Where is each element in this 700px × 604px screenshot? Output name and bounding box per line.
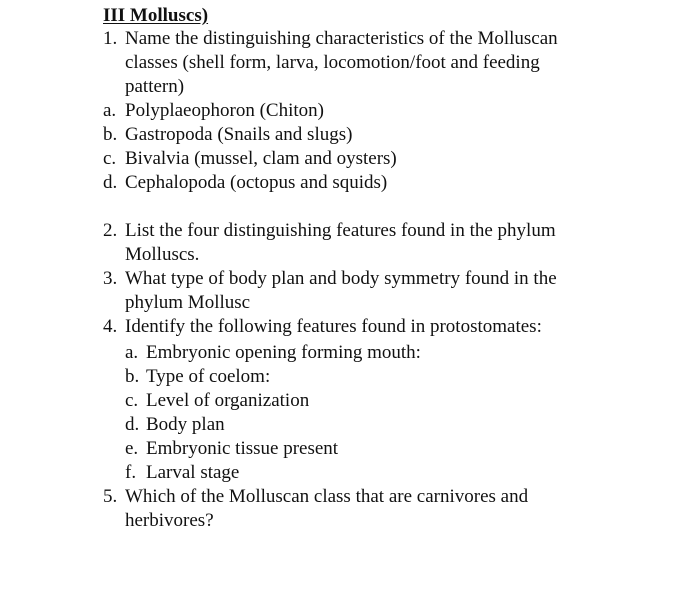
question-1-item: Bivalvia (mussel, clam and oysters)	[125, 148, 397, 169]
question-1-item-label: c.	[103, 148, 117, 169]
question-4-item-label: f.	[125, 462, 137, 483]
question-1-item: Cephalopoda (octopus and squids)	[125, 172, 388, 193]
question-5-text-line: Which of the Molluscan class that are carnivores and	[125, 486, 529, 507]
question-1-item-label: d.	[103, 172, 118, 193]
question-4-item: Embryonic opening forming mouth:	[146, 342, 421, 363]
question-5-text-line: herbivores?	[125, 510, 214, 531]
question-4-item-label: c.	[125, 390, 139, 411]
question-2-number: 2.	[103, 220, 118, 241]
question-1-text-line: classes (shell form, larva, locomotion/foot and feeding	[125, 52, 540, 73]
question-3-text-line: phylum Mollusc	[125, 292, 251, 313]
question-5-number: 5.	[103, 486, 118, 507]
question-4-item-label: e.	[125, 438, 139, 459]
question-4-text-line: Identify the following features found in protostomates:	[125, 316, 542, 337]
question-1-text-line: Name the distinguishing characteristics of the Molluscan	[125, 28, 558, 49]
question-2-text-line: Molluscs.	[125, 244, 200, 265]
question-4-item: Level of organization	[146, 390, 310, 411]
question-1-item: Polyplaeophoron (Chiton)	[125, 100, 324, 121]
section-title: III Molluscs)	[103, 5, 209, 26]
question-3-text-line: What type of body plan and body symmetry found in the	[125, 268, 557, 289]
question-1-item-label: a.	[103, 100, 117, 121]
question-4-item: Type of coelom:	[146, 366, 271, 387]
question-1-item: Gastropoda (Snails and slugs)	[125, 124, 353, 145]
question-4-item: Embryonic tissue present	[146, 438, 339, 459]
question-4-item: Body plan	[146, 414, 225, 435]
question-2-text-line: List the four distinguishing features found in the phylum	[125, 220, 556, 241]
question-4-item: Larval stage	[146, 462, 240, 483]
question-4-item-label: d.	[125, 414, 140, 435]
question-4-item-label: b.	[125, 366, 140, 387]
question-4-number: 4.	[103, 316, 118, 337]
question-1-text-line: pattern)	[125, 76, 185, 97]
question-1-number: 1.	[103, 28, 118, 49]
question-3-number: 3.	[103, 268, 118, 289]
question-4-item-label: a.	[125, 342, 139, 363]
question-1-item-label: b.	[103, 124, 118, 145]
